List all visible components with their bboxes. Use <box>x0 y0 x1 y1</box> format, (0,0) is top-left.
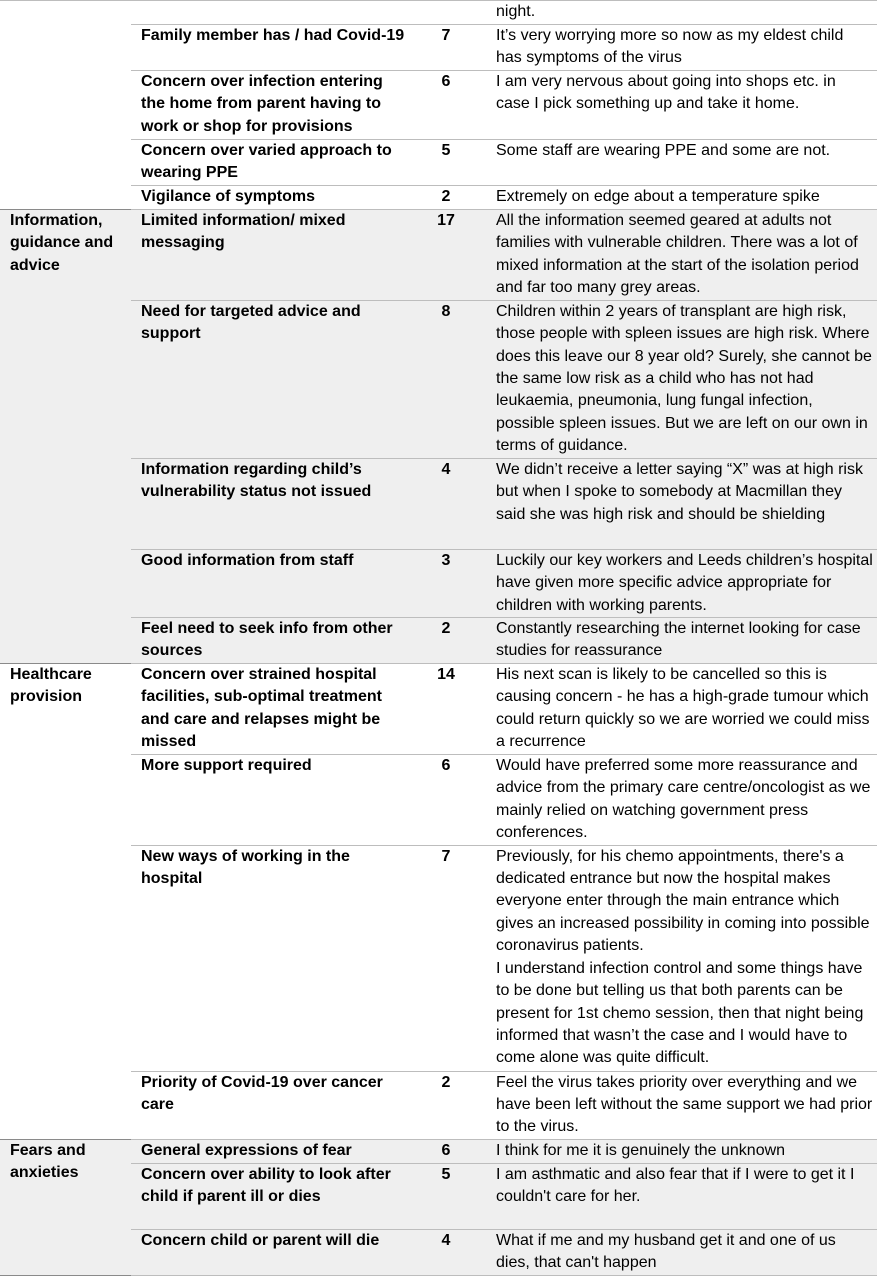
subtheme-cell: Good information from staff <box>131 549 412 617</box>
subtheme-cell: Concern over ability to look after child if parent ill or dies <box>131 1163 412 1229</box>
quote-paragraph: Previously, for his chemo appointments, there's a dedicated entrance but now the hospital makes everyone enter through the main entrance which gives an increased possibility in coming into possible coronavirus patients. <box>496 847 870 955</box>
table-row <box>0 300 877 458</box>
table-row <box>0 209 877 300</box>
count-cell: 8 <box>412 300 486 458</box>
count-cell: 4 <box>412 1229 486 1275</box>
table-row <box>0 458 877 549</box>
quote-cell: night. <box>486 1 877 25</box>
count-cell: 4 <box>412 458 486 549</box>
theme-cell <box>0 1 131 210</box>
table-row <box>0 618 877 664</box>
quote-cell: I am very nervous about going into shops etc. in case I pick something up and take it home. <box>486 70 877 139</box>
table-row <box>0 845 877 1071</box>
table-row <box>0 1 877 25</box>
quote-cell: His next scan is likely to be cancelled so this is causing concern - he has a high-grade tumour which could return quickly so we are worried we could miss a recurrence <box>486 664 877 755</box>
subtheme-cell: Priority of Covid-19 over cancer care <box>131 1071 412 1139</box>
table-row <box>0 1229 877 1275</box>
count-cell: 5 <box>412 1163 486 1229</box>
count-cell: 6 <box>412 70 486 139</box>
quote-cell: It’s very worrying more so now as my eldest child has symptoms of the virus <box>486 25 877 71</box>
quote-cell: I think for me it is genuinely the unknown <box>486 1139 877 1163</box>
subtheme-cell: Concern over varied approach to wearing PPE <box>131 139 412 185</box>
quote-cell: Would have preferred some more reassurance and advice from the primary care centre/oncologist as we mainly relied on watching government press conferences. <box>486 755 877 846</box>
table-row <box>0 139 877 185</box>
theme-cell: Healthcare provision <box>0 664 131 1140</box>
count-cell: 2 <box>412 1071 486 1139</box>
subtheme-cell: New ways of working in the hospital <box>131 845 412 1071</box>
subtheme-cell: Family member has / had Covid-19 <box>131 25 412 71</box>
quote-cell: Extremely on edge about a temperature spike <box>486 185 877 209</box>
count-cell: 6 <box>412 1139 486 1163</box>
quote-cell: Children within 2 years of transplant are high risk, those people with spleen issues are high risk. Where does this leave our 8 year old? Surely, she cannot be the same low risk as a child who has not had leukaemia, pneumonia, lung fungal infection, possible spleen issues. But we are left on our own in terms of guidance. <box>486 300 877 458</box>
subtheme-cell: Need for targeted advice and support <box>131 300 412 458</box>
quote-cell: Feel the virus takes priority over everything and we have been left without the same support we had prior to the virus. <box>486 1071 877 1139</box>
subtheme-cell: General expressions of fear <box>131 1139 412 1163</box>
subtheme-cell: Concern over infection entering the home from parent having to work or shop for provisions <box>131 70 412 139</box>
subtheme-cell: Feel need to seek info from other sources <box>131 618 412 664</box>
quote-cell: Luckily our key workers and Leeds children’s hospital have given more specific advice appropriate for children with working parents. <box>486 549 877 617</box>
table-row <box>0 1139 877 1163</box>
subtheme-cell: Concern over strained hospital facilities, sub-optimal treatment and care and relapses might be missed <box>131 664 412 755</box>
count-cell: 7 <box>412 845 486 1071</box>
quote-cell: Some staff are wearing PPE and some are not. <box>486 139 877 185</box>
quote-cell: What if me and my husband get it and one of us dies, that can't happen <box>486 1229 877 1275</box>
quote-cell: All the information seemed geared at adults not families with vulnerable children. There was a lot of mixed information at the start of the isolation period and far too many grey areas. <box>486 209 877 300</box>
table-row <box>0 664 877 755</box>
theme-cell: Information, guidance and advice <box>0 209 131 663</box>
count-cell: 2 <box>412 185 486 209</box>
subtheme-cell: Concern child or parent will die <box>131 1229 412 1275</box>
quote-cell: We didn’t receive a letter saying “X” was at high risk but when I spoke to somebody at Macmillan they said she was high risk and should be shielding <box>486 458 877 549</box>
subtheme-cell <box>131 1 412 25</box>
count-cell: 14 <box>412 664 486 755</box>
count-cell: 7 <box>412 25 486 71</box>
table-row <box>0 25 877 71</box>
quote-cell: I am asthmatic and also fear that if I were to get it I couldn't care for her. <box>486 1163 877 1229</box>
quote-cell: Constantly researching the internet looking for case studies for reassurance <box>486 618 877 664</box>
count-cell: 2 <box>412 618 486 664</box>
theme-cell: Fears and anxieties <box>0 1139 131 1275</box>
subtheme-cell: More support required <box>131 755 412 846</box>
count-cell <box>412 1 486 25</box>
table-row <box>0 549 877 617</box>
table-row <box>0 70 877 139</box>
table-row <box>0 185 877 209</box>
subtheme-cell: Information regarding child’s vulnerability status not issued <box>131 458 412 549</box>
count-cell: 6 <box>412 755 486 846</box>
count-cell: 17 <box>412 209 486 300</box>
table-row <box>0 755 877 846</box>
table-row <box>0 1163 877 1229</box>
subtheme-cell: Vigilance of symptoms <box>131 185 412 209</box>
quote-paragraph: I understand infection control and some things have to be done but telling us that both parents can be present for 1st chemo session, then that night being informed that wasn’t the case and I would have to come alone was quite difficult. <box>496 959 864 1067</box>
table-row <box>0 1071 877 1139</box>
quote-cell <box>486 845 877 1071</box>
count-cell: 5 <box>412 139 486 185</box>
subtheme-cell: Limited information/ mixed messaging <box>131 209 412 300</box>
count-cell: 3 <box>412 549 486 617</box>
